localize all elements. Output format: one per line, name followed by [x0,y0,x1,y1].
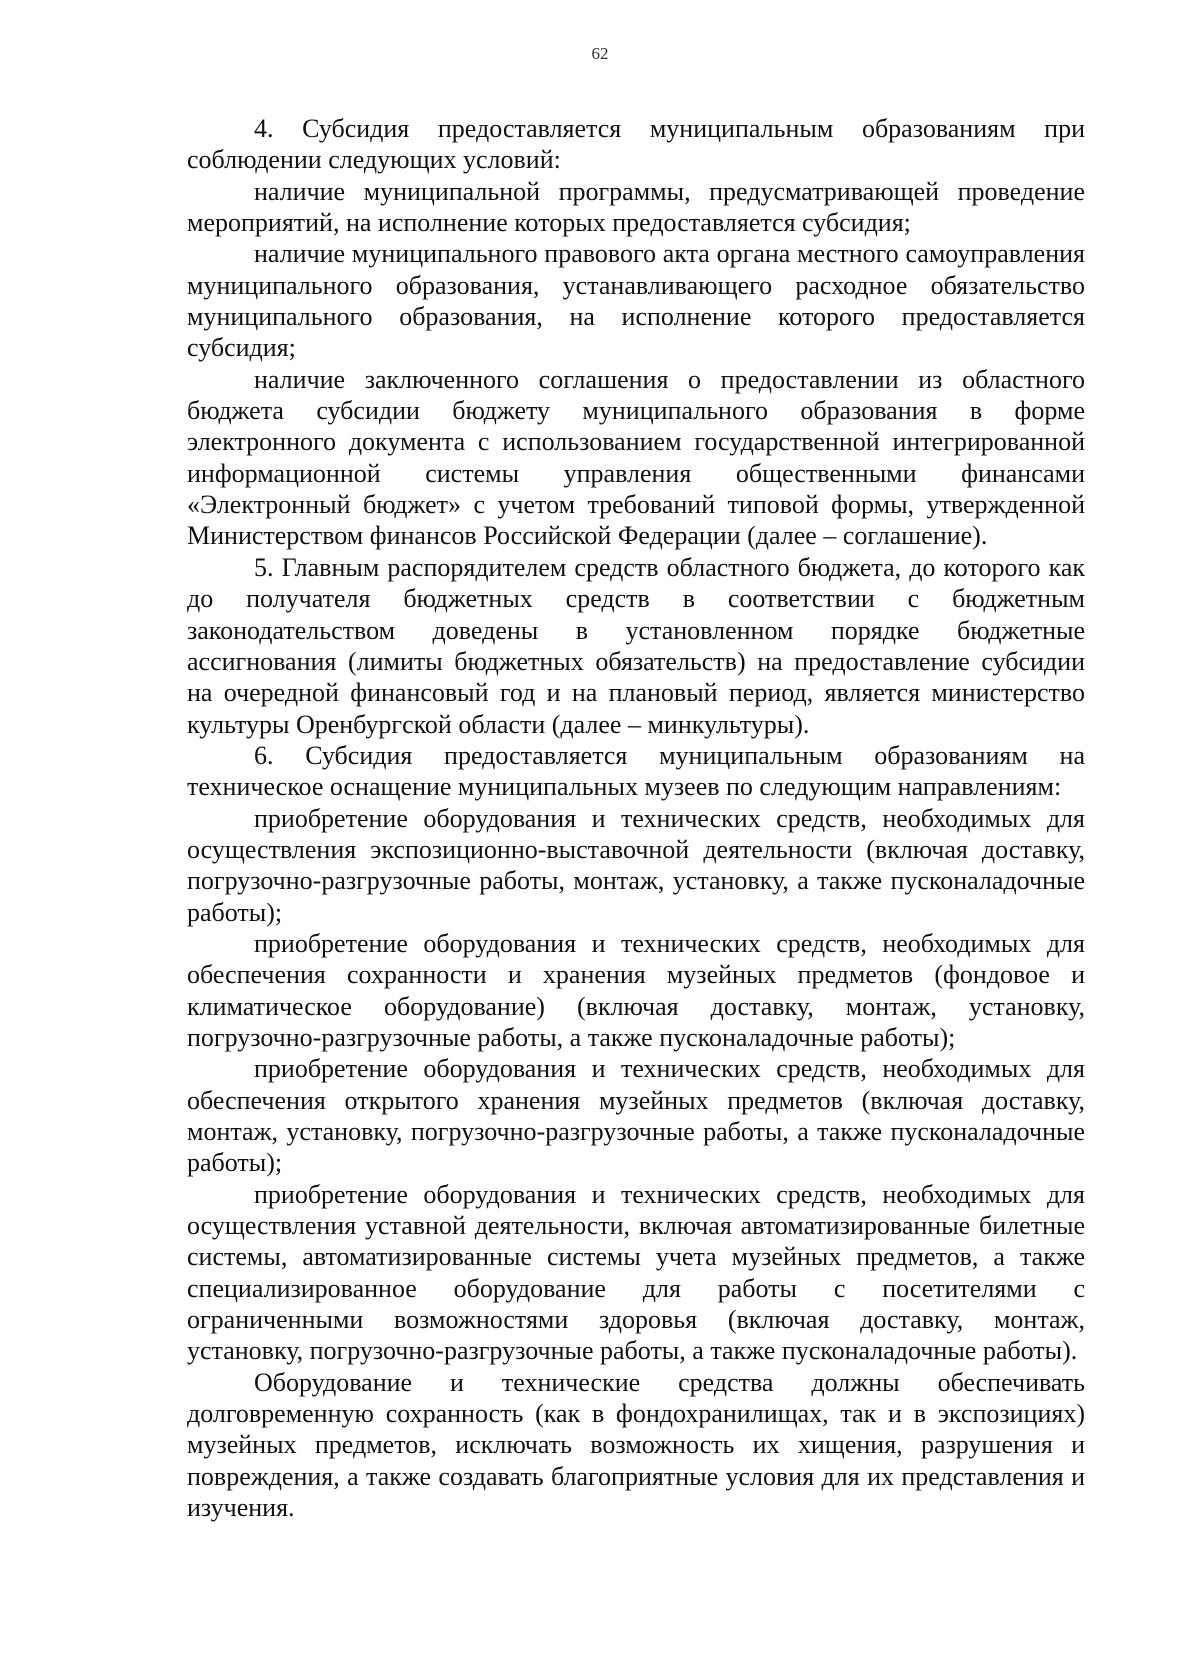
paragraph-direction-exhibition: приобретение оборудования и технических средств, необходимых для осуществления экспозиционно-выставочной деятельности (включая доставку, погрузочно-разгрузочные работы, монтаж, установку, а также пусконаладочные работы); [187,803,1085,927]
paragraph-direction-storage: приобретение оборудования и технических средств, необходимых для обеспечения сохранности и хранения музейных предметов (фондовое и климатическое оборудование) (включая доставку, монтаж, установку, погрузочно-разгрузочные работы, а также пусконаладочные работы); [187,928,1085,1052]
document-body [187,113,1085,1523]
page-number: 62 [591,44,609,63]
paragraph-direction-open-storage: приобретение оборудования и технических средств, необходимых для обеспечения открытого хранения музейных предметов (включая доставку, монтаж, установку, погрузочно-разгрузочные работы, а также пусконаладочные работы); [187,1054,1085,1178]
paragraph-item-6: 6. Субсидия предоставляется муниципальным образованиям на техническое оснащение муниципальных музеев по следующим направлениям: [187,740,1085,802]
paragraph-condition-legal-act: наличие муниципального правового акта органа местного самоуправления муниципального образования, устанавливающего расходное обязательство муниципального образования, на исполнение которого предоставляется субсидия; [187,239,1085,363]
paragraph-item-4: 4. Субсидия предоставляется муниципальным образованиям при соблюдении следующих условий: [187,114,1085,175]
paragraph-equipment-requirements: Оборудование и технические средства должны обеспечивать долговременную сохранность (как в фондохранилищах, так и в экспозициях) музейных предметов, исключать возможность их хищения, разрушения и повреждения, а также создавать благоприятные условия для их представления и изучения. [187,1367,1085,1523]
paragraph-direction-statutory: приобретение оборудования и технических средств, необходимых для осуществления уставной деятельности, включая автоматизированные билетные системы, автоматизированные системы учета музейных предметов, а также специализированное оборудование для работы с посетителями с ограниченными возможностями здоровья (включая доставку, монтаж, установку, погрузочно-разгрузочные работы, а также пусконаладочные работы). [187,1179,1085,1366]
paragraph-condition-agreement: наличие заключенного соглашения о предоставлении из областного бюджета субсидии бюджету муниципального образования в форме электронного документа с использованием государственной интегрированной информационной системы управления общественными финансами «Электронный бюджет» с учетом требований типовой формы, утвержденной Министерством финансов Российской Федерации (далее – соглашение). [187,364,1085,551]
paragraph-condition-program: наличие муниципальной программы, предусматривающей проведение мероприятий, на исполнение которых предоставляется субсидия; [187,176,1085,238]
paragraph-item-5: 5. Главным распорядителем средств областного бюджета, до которого как до получателя бюджетных средств в соответствии с бюджетным законодательством доведены в установленном порядке бюджетные ассигнования (лимиты бюджетных обязательств) на предоставление субсидии на очередной финансовый год и на плановый период, является министерство культуры Оренбургской области (далее – минкультуры). [187,552,1085,739]
